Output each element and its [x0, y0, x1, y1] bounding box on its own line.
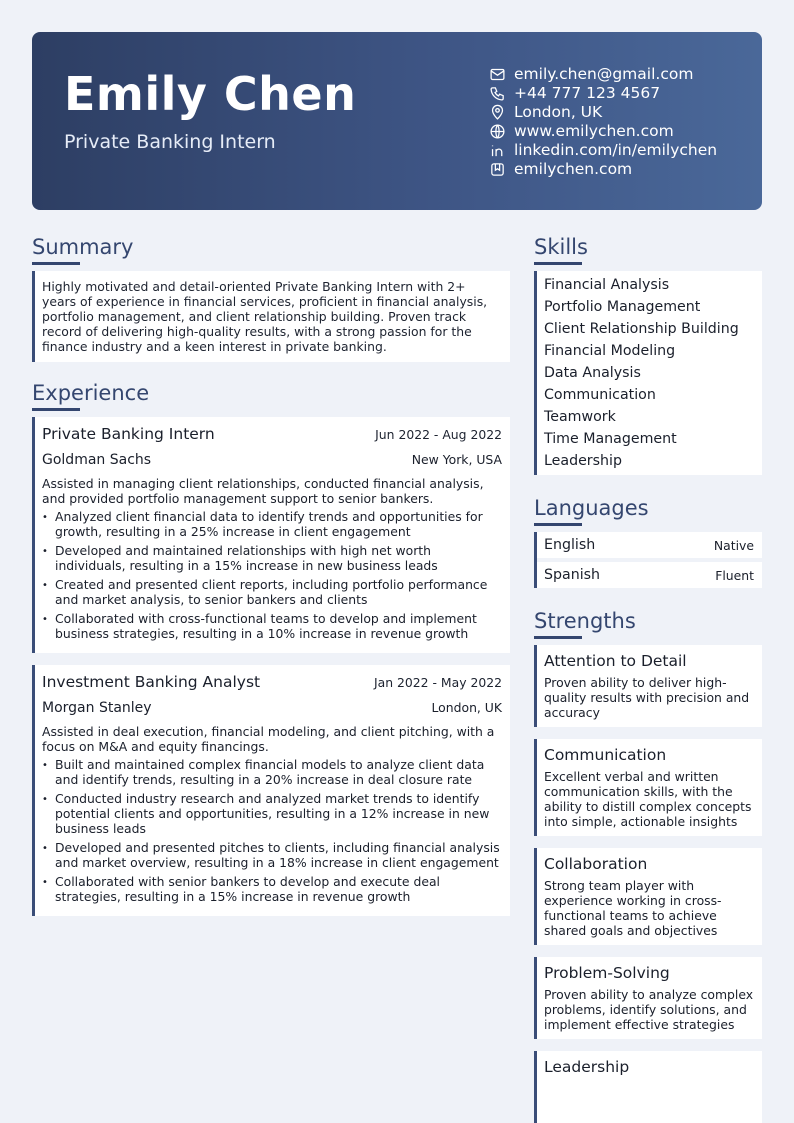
portfolio-icon — [489, 161, 506, 178]
job-dates: Jan 2022 - May 2022 — [373, 675, 502, 690]
job-company: Morgan Stanley — [42, 700, 152, 716]
mail-icon — [489, 66, 506, 83]
contact-email-text: emily.chen@gmail.com — [514, 65, 694, 83]
contact-location — [489, 103, 717, 122]
job-bullets — [42, 757, 502, 904]
skill-item: Teamwork — [544, 409, 616, 425]
skills-heading: Skills — [534, 235, 588, 259]
language-item — [537, 562, 762, 588]
job-entry — [32, 665, 510, 916]
job-bullets — [42, 509, 502, 641]
strength-title: Communication — [544, 746, 667, 764]
job-location: New York, USA — [411, 452, 502, 467]
job-location: London, UK — [431, 700, 502, 715]
job-bullet: • Analyzed client financial data to identify trends and opportunities for growth, resulting in a 25% increase in client engagement — [42, 509, 502, 539]
contact-website[interactable] — [489, 122, 717, 141]
job-title: Investment Banking Analyst — [42, 673, 261, 691]
skill-item: Leadership — [544, 453, 622, 469]
skill-item: Data Analysis — [544, 365, 641, 381]
right-column — [534, 232, 762, 1123]
strength-description: Proven ability to deliver high-quality results with precision and accuracy — [544, 675, 750, 720]
job-header-row — [42, 423, 502, 445]
job-company: Goldman Sachs — [42, 452, 152, 468]
summary-text: Highly motivated and detail-oriented Private Banking Intern with 2+ years of experience in financial services, proficient in financial analysis, portfolio management, and client relationship building. Proven track record of delivering high-quality results, with a strong passion for the finance industry and a keen interest in private banking. — [42, 279, 488, 354]
contact-portfolio[interactable] — [489, 160, 717, 179]
summary-card — [32, 271, 510, 362]
skill-item: Communication — [544, 387, 656, 403]
location-icon — [489, 104, 506, 121]
strengths-section — [534, 606, 762, 1123]
contact-email[interactable] — [489, 65, 717, 84]
job-bullet: • Collaborated with cross-functional teams to develop and implement business strategies, resulting in a 10% increase in revenue growth — [42, 611, 502, 641]
summary-section — [32, 232, 510, 362]
job-company-row — [42, 445, 502, 470]
skills-heading-underline — [534, 262, 582, 265]
experience-section — [32, 378, 510, 916]
job-bullet: • Conducted industry research and analyzed market trends to identify potential clients and opportunities, resulting in a 12% increase in new business leads — [42, 791, 502, 836]
job-dates: Jun 2022 - Aug 2022 — [375, 427, 502, 442]
strengths-heading-underline — [534, 636, 582, 639]
job-header-row — [42, 671, 502, 693]
languages-heading: Languages — [534, 496, 649, 520]
candidate-name: Emily Chen — [64, 67, 357, 121]
job-description: Assisted in managing client relationships, conducted financial analysis, and provided portfolio management support to senior bankers. — [42, 476, 484, 506]
globe-icon — [489, 123, 506, 140]
language-item — [537, 532, 762, 558]
contact-phone-text: +44 777 123 4567 — [514, 84, 661, 102]
language-level: Fluent — [715, 567, 754, 583]
job-bullet: • Collaborated with senior bankers to develop and execute deal strategies, resulting in a 15% increase in revenue growth — [42, 874, 502, 904]
strengths-heading: Strengths — [534, 609, 636, 633]
strength-card — [534, 848, 762, 945]
job-title: Private Banking Intern — [42, 425, 215, 443]
languages-list — [534, 532, 762, 588]
strength-description: Excellent verbal and written communication skills, with the ability to distill complex concepts into simple, actionable insights — [544, 769, 752, 829]
strength-card — [534, 1051, 762, 1123]
strength-description: Proven ability to analyze complex problems, identify solutions, and implement effective strategies — [544, 987, 754, 1032]
language-name: Spanish — [544, 567, 601, 583]
contact-website-text: www.emilychen.com — [514, 122, 674, 140]
contact-location-text: London, UK — [514, 103, 603, 121]
languages-section — [534, 493, 762, 588]
skills-section — [534, 232, 762, 475]
strength-card — [534, 957, 762, 1039]
strength-title: Problem-Solving — [544, 964, 670, 982]
phone-icon — [489, 85, 506, 102]
skill-item: Time Management — [544, 431, 677, 447]
contact-portfolio-text: emilychen.com — [514, 160, 633, 178]
job-bullet: • Developed and maintained relationships with high net worth individuals, resulting in a 15% increase in new business leads — [42, 543, 502, 573]
skill-item: Client Relationship Building — [544, 321, 739, 337]
summary-heading-underline — [32, 262, 80, 265]
contact-list — [489, 65, 717, 179]
strength-title: Leadership — [544, 1058, 630, 1076]
job-company-row — [42, 693, 502, 718]
skills-card — [534, 271, 762, 475]
language-level: Native — [713, 537, 754, 553]
experience-heading: Experience — [32, 381, 150, 405]
job-bullet: • Built and maintained complex financial models to analyze client data and identify trends, resulting in a 20% increase in deal closure rate — [42, 757, 502, 787]
left-column — [32, 232, 510, 928]
contact-phone[interactable] — [489, 84, 717, 103]
summary-heading: Summary — [32, 235, 134, 259]
language-name: English — [544, 537, 596, 553]
job-bullet: • Developed and presented pitches to clients, including financial analysis and market overview, resulting in a 18% increase in client engagement — [42, 840, 502, 870]
skill-item: Financial Modeling — [544, 343, 676, 359]
strength-title: Collaboration — [544, 855, 648, 873]
strength-description: Strong team player with experience working in cross-functional teams to achieve shared goals and objectives — [544, 878, 722, 938]
contact-linkedin[interactable] — [489, 141, 717, 160]
linkedin-icon — [489, 142, 506, 159]
candidate-role: Private Banking Intern — [64, 131, 276, 153]
languages-heading-underline — [534, 523, 582, 526]
job-entry — [32, 417, 510, 653]
experience-heading-underline — [32, 408, 80, 411]
job-description: Assisted in deal execution, financial modeling, and client pitching, with a focus on M&A and equity financings. — [42, 724, 495, 754]
contact-linkedin-text: linkedin.com/in/emilychen — [514, 141, 718, 159]
strength-card — [534, 645, 762, 727]
skill-item: Portfolio Management — [544, 299, 701, 315]
skill-item: Financial Analysis — [544, 277, 670, 293]
strength-title: Attention to Detail — [544, 652, 687, 670]
job-bullet: • Created and presented client reports, including portfolio performance and market analysis, to senior bankers and clients — [42, 577, 502, 607]
strength-card — [534, 739, 762, 836]
resume-header — [32, 32, 762, 210]
